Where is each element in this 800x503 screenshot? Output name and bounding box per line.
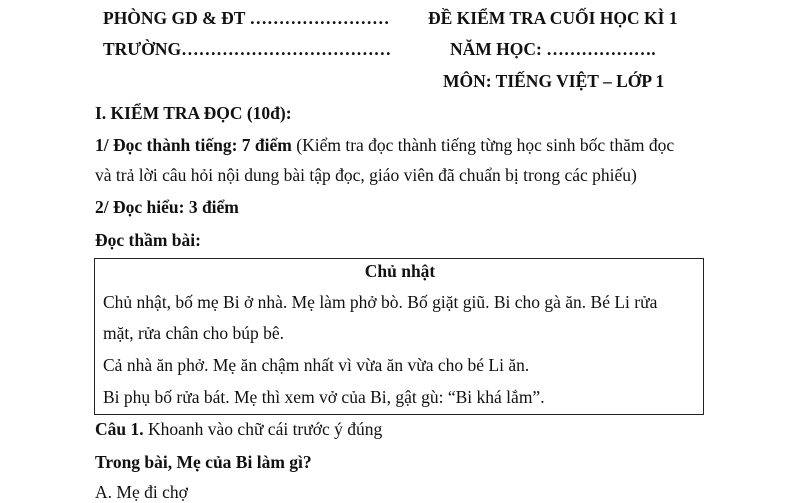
subject-line: MÔN: TIẾNG VIỆT – LỚP 1 (443, 71, 665, 91)
passage-line-1: Chủ nhật, bố mẹ Bi ở nhà. Mẹ làm phở bò. Bố giặt giũ. Bi cho gà ăn. Bé Li rửa (103, 292, 658, 312)
passage-line-2: mặt, rửa chân cho búp bê. (103, 323, 285, 343)
silent-reading-label: Đọc thầm bài: (95, 230, 201, 250)
passage-line-3: Cả nhà ăn phở. Mẹ ăn chậm nhất vì vừa ăn vừa cho bé Li ăn. (103, 355, 530, 375)
passage-title (0, 260, 800, 282)
question1-label: Câu 1. (95, 419, 144, 439)
section-title: I. KIỂM TRA ĐỌC (10đ): (95, 103, 292, 123)
question1-instruction: Khoanh vào chữ cái trước ý đúng (143, 419, 383, 439)
passage-line-4: Bi phụ bố rửa bát. Mẹ thì xem vở của Bi, gật gù: “Bi khá lắm”. (103, 387, 545, 407)
part1-line1 (95, 134, 674, 156)
passage-title-text: Chủ nhật (364, 261, 436, 281)
exam-title: ĐỀ KIỂM TRA CUỐI HỌC KÌ 1 (428, 8, 678, 28)
question1-text: Trong bài, Mẹ của Bi làm gì? (95, 452, 312, 472)
part2-label: 2/ Đọc hiểu: 3 điểm (95, 197, 239, 217)
question1-instruction-line (95, 418, 382, 440)
part1-label: 1/ Đọc thành tiếng: 7 điểm (95, 135, 292, 155)
question1-option-a: A. Mẹ đi chợ (95, 482, 188, 502)
part1-description: (Kiểm tra đọc thành tiếng từng học sinh bốc thăm đọc (291, 135, 675, 155)
school-year-line: NĂM HỌC: ………………. (450, 39, 656, 59)
department-line: PHÒNG GD & ĐT …………………… (103, 8, 390, 28)
school-line: TRƯỜNG……………………………… (103, 39, 392, 59)
part1-line2: và trả lời câu hỏi nội dung bài tập đọc, giáo viên đã chuẩn bị trong các phiếu) (95, 165, 637, 185)
